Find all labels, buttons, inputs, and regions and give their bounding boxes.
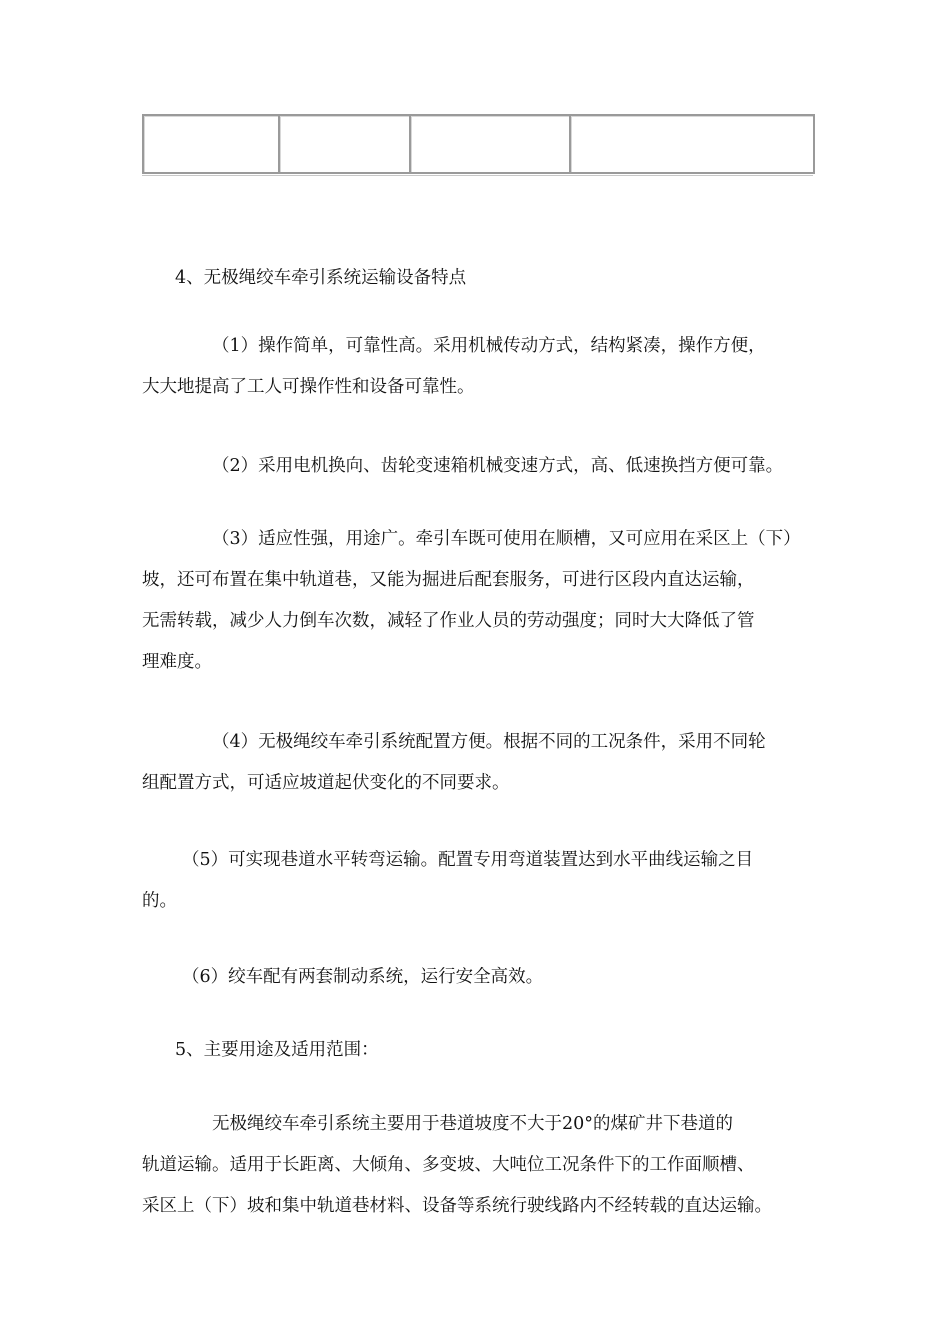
table-cell: [279, 115, 410, 173]
paragraph-line: （5）可实现巷道水平转弯运输。配置专用弯道装置达到水平曲线运输之目: [182, 850, 754, 870]
table-cell: [570, 115, 814, 173]
paragraph-line: 组配置方式，可适应坡道起伏变化的不同要求。: [142, 773, 510, 793]
table-bottom-rule: [142, 175, 813, 176]
paragraph-line: 理难度。: [142, 652, 212, 672]
paragraph-line: （4）无极绳绞车牵引系统配置方便。根据不同的工况条件，采用不同轮: [212, 732, 766, 752]
paragraph-line: （1）操作简单，可靠性高。采用机械传动方式，结构紧凑，操作方便，: [212, 336, 766, 356]
paragraph-line: （6）绞车配有两套制动系统，运行安全高效。: [182, 967, 544, 987]
paragraph-item-1: [142, 326, 817, 408]
paragraph-item-6: [142, 957, 817, 998]
section-heading-4: 4、无极绳绞车牵引系统运输设备特点: [175, 268, 467, 288]
empty-table: [142, 114, 815, 174]
table-row: [143, 115, 814, 173]
paragraph-line: 无需转载，减少人力倒车次数，减轻了作业人员的劳动强度；同时大大降低了管: [142, 611, 755, 631]
table-cell: [143, 115, 279, 173]
paragraph-item-5: [142, 840, 817, 922]
paragraph-line: （2）采用电机换向、齿轮变速箱机械变速方式，高、低速换挡方便可靠。: [212, 456, 784, 476]
paragraph-line: 大大地提高了工人可操作性和设备可靠性。: [142, 377, 475, 397]
table-cell: [410, 115, 570, 173]
paragraph-line: 坡，还可布置在集中轨道巷，又能为掘进后配套服务，可进行区段内直达运输，: [142, 570, 755, 590]
paragraph-item-2: [142, 446, 817, 487]
paragraph-line: 采区上（下）坡和集中轨道巷材料、设备等系统行驶线路内不经转载的直达运输。: [142, 1196, 772, 1216]
paragraph-line: 的。: [142, 891, 177, 911]
paragraph-line: 无极绳绞车牵引系统主要用于巷道坡度不大于20°的煤矿井下巷道的: [212, 1114, 734, 1134]
paragraph-item-3: [142, 519, 817, 683]
paragraph-line: 轨道运输。适用于长距离、大倾角、多变坡、大吨位工况条件下的工作面顺槽、: [142, 1155, 755, 1175]
section-heading-5: 5、主要用途及适用范围：: [175, 1040, 379, 1060]
paragraph-item-4: [142, 722, 817, 804]
paragraph-line: （3）适应性强，用途广。牵引车既可使用在顺槽，又可应用在采区上（下）: [212, 529, 801, 549]
paragraph-usage: [142, 1104, 817, 1227]
